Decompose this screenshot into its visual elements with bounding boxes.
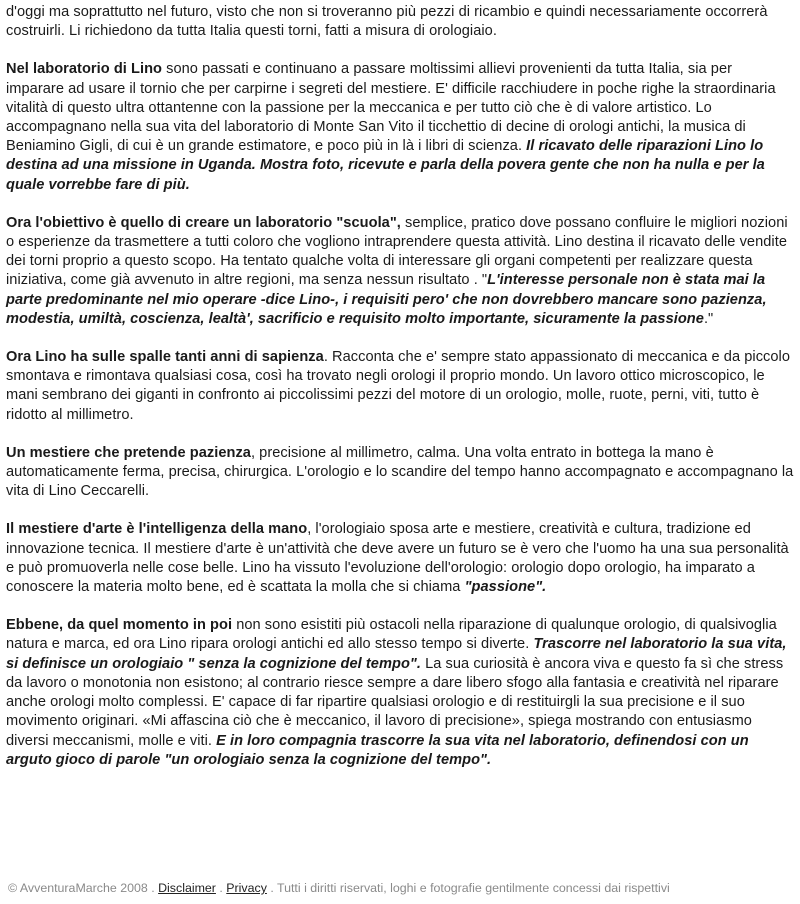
paragraph-lead: Ebbene, da quel momento in poi [6, 617, 233, 634]
paragraph-text: sono passati e continuano a passare moltissimi allievi provenienti da tutta Italia, sia per imparare ad usare il tornio che per carpirne i segreti del mestiere. E' difficile racchiudere in poche righe la straordinaria vitalità di questo ultra ottantenne con la passione per la meccanica e per tutto ciò che è di valore artistico. Lo accompagnano nella sua vita del laboratorio di Monte San Vito il ticchettio di decine di orologi antichi, la musica di Beniamino Gigli, di cui è un grande estimatore, e poco più in là i libri di scienza. [6, 61, 776, 155]
paragraph-text: , precisione al millimetro, calma. Una volta entrato in bottega la mano è automaticamente ferma, precisa, chirurgica. L'orologio e lo scandire del tempo hanno accompagnato e accompagnano la vita di Lino Ceccarelli. [6, 444, 794, 500]
paragraph-lead: Ora Lino ha sulle spalle tanti anni di sapienza [6, 349, 324, 366]
paragraph-sapienza [6, 348, 794, 425]
disclaimer-link[interactable]: Disclaimer [158, 881, 216, 895]
paragraph-quote: L'interesse personale non è stata mai la parte predominante nel mio operare -dice Lino-, i requisiti pero' che non dovrebbero mancare sono pazienza, modestia, umiltà, coscienza, lealtà', sacrificio e requisito molto importante, sicuramente la passione [6, 272, 767, 327]
paragraph-text: non sono esistiti più ostacoli nella riparazione di qualunque orologio, di qualsivoglia natura e marca, ed ora Lino ripara orologi antichi ed allo stesso tempo si diverte. [6, 617, 777, 653]
paragraph-text: d'oggi ma soprattutto nel futuro, visto che non si troveranno più pezzi di ricambio e quindi necessariamente occorrerà costruirli. Li richiedono da tutta Italia questi torni, fatti a misura di orologiaio. [6, 4, 768, 40]
paragraph-mestiere-arte [6, 520, 794, 597]
footer-copyright: © AvventuraMarche 2008 . [8, 881, 159, 895]
paragraph-laboratorio [6, 60, 794, 194]
footer-rights: . Tutti i diritti riservati, loghi e fotografie gentilmente concessi dai rispettivi [266, 881, 670, 895]
paragraph-text: semplice, pratico dove possano confluire le migliori nozioni o esperienze da trasmettere a tutti coloro che vogliono intraprendere questa attività. Lino destina il ricavato delle vendite dei torni proprio a questo scopo. Ha tentato qualche volta di interessare gli organi competenti per realizzare questa iniziativa, come già avvenuto in altre regioni, ma senza nessun risultato . " [6, 214, 788, 289]
paragraph-text: La sua curiosità è ancora viva e questo fa sì che stress da lavoro o monotonia non esistono; al contrario riesce sempre a dare libero sfogo alla fantasia e creatività nel riparare anche orologi molto complessi. E' capace di far ripartire qualsiasi orologio e di restituirgli la sua precisione e il suo movimento originari. «Mi affascina ciò che è meccanico, il lavoro di precisione», spiega mostrando con entusiasmo diversi meccanismi, molle e viti. [6, 655, 784, 749]
footer-separator: . [215, 881, 227, 895]
paragraph-intro [6, 3, 794, 41]
paragraph-emphasis: Il ricavato delle riparazioni Lino lo destina ad una missione in Uganda. Mostra foto, ricevute e parla della povera gente che non ha nulla e per la quale vorrebbe fare di più. [6, 138, 765, 193]
paragraph-pazienza [6, 444, 794, 502]
paragraph-emphasis: "passione". [464, 579, 547, 596]
paragraph-emphasis: E in loro compagnia trascorre la sua vita nel laboratorio, definendosi con un arguto gioco di parole "un orologiaio senza la cognizione del tempo". [6, 732, 749, 768]
paragraph-text: . Racconta che e' sempre stato appassionato di meccanica e da piccolo smontava e rimontava qualsiasi cosa, così ha trovato negli orologi il proprio mondo. Un lavoro ottico microscopico, le mani sembrano dei giganti in confronto ai piccolissimi pezzi del motore di un orologio, molle, ruote, perni, viti, tutto è ridotto al millimetro. [6, 349, 791, 423]
paragraph-lead: Un mestiere che pretende pazienza [6, 444, 251, 461]
paragraph-lead: Ora l'obiettivo è quello di creare un laboratorio "scuola", [6, 214, 401, 231]
paragraph-emphasis: Trascorre nel laboratorio la sua vita, si definisce un orologiaio " senza la cognizione del tempo". [6, 636, 787, 672]
paragraph-lead: Nel laboratorio di Lino [6, 61, 163, 78]
paragraph-text: ." [703, 310, 714, 327]
privacy-link[interactable]: Privacy [226, 881, 267, 895]
paragraph-text: , l'orologiaio sposa arte e mestiere, creatività e cultura, tradizione ed innovazione tecnica. Il mestiere d'arte è un'attività che deve avere un futuro se è vero che l'uomo ha una sua personalità e può promuoverla nelle cose belle. Lino ha vissuto l'evoluzione dell'orologio: orologio dopo orologio, ha imparato a conoscere la materia molto bene, ed è scattata la molla che si chiama [6, 521, 789, 596]
paragraph-lead: Il mestiere d'arte è l'intelligenza della mano [6, 521, 308, 538]
paragraph-ebbene [6, 616, 794, 770]
page-footer [8, 880, 798, 896]
paragraph-obiettivo [6, 214, 794, 329]
